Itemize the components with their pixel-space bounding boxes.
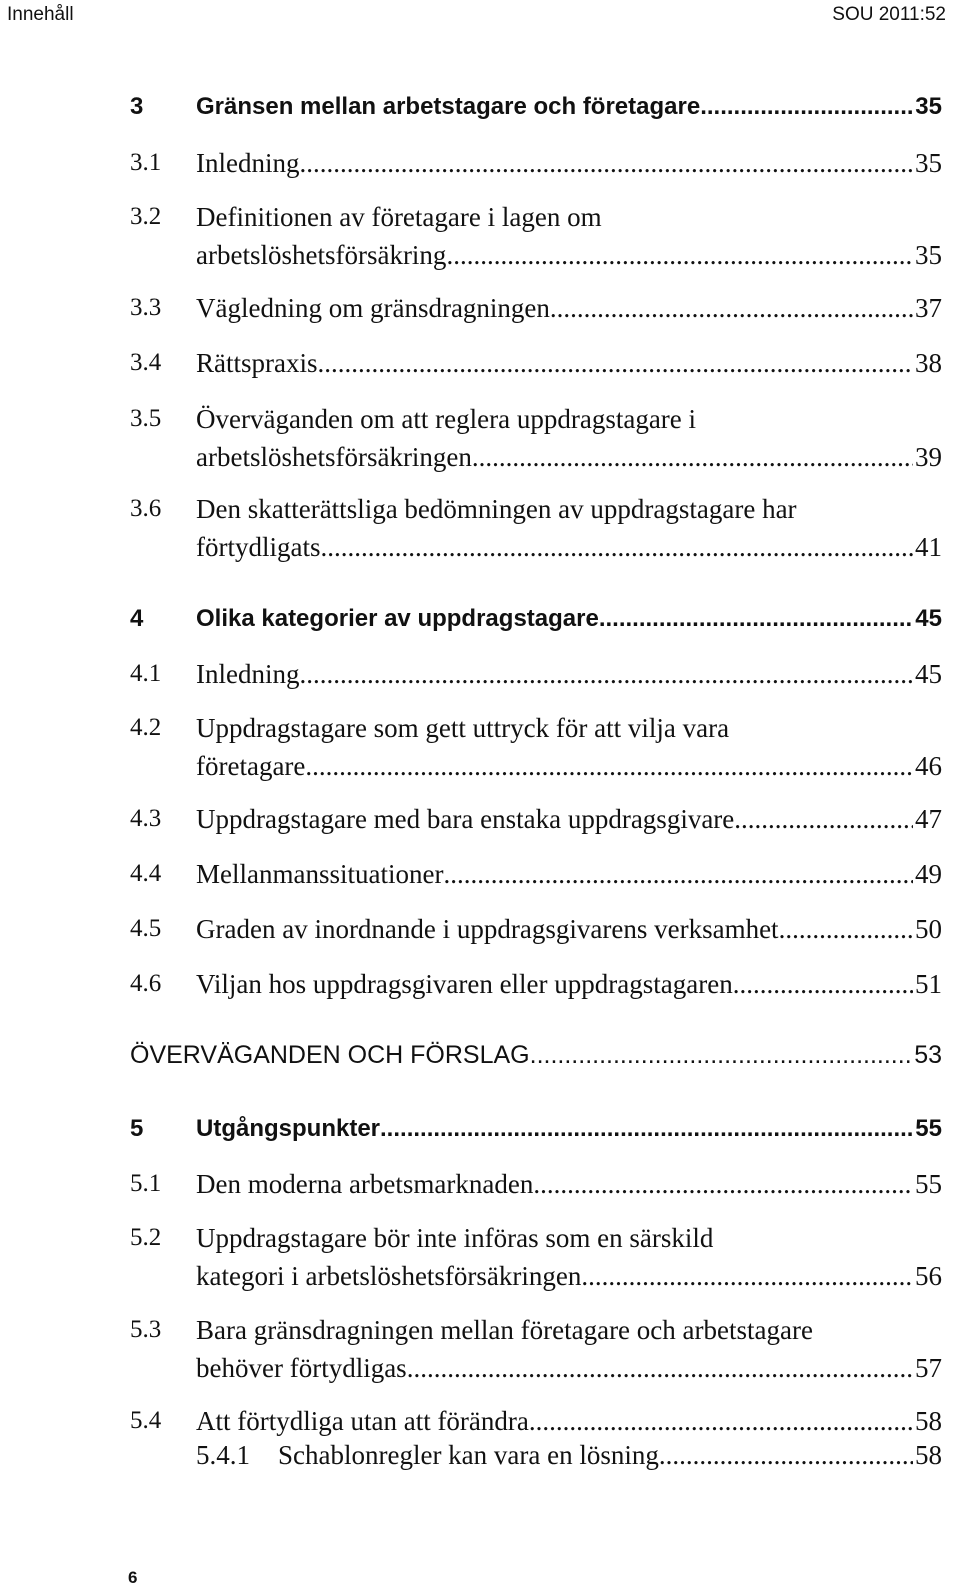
toc-page: 51 bbox=[915, 969, 942, 999]
toc-page: 46 bbox=[915, 751, 942, 781]
toc-number: 5.4 bbox=[130, 1407, 162, 1434]
toc-page: 55 bbox=[915, 1169, 942, 1199]
toc-title: Inledning bbox=[196, 659, 300, 689]
toc-title-line-1: Överväganden om att reglera uppdragstagare i bbox=[196, 404, 697, 434]
toc-section-5-2[interactable] bbox=[130, 1219, 942, 1295]
toc-title-line-2: företagare bbox=[196, 751, 306, 781]
toc-title-line-2: arbetslöshetsförsäkring bbox=[196, 240, 447, 270]
toc-section-4-5[interactable] bbox=[130, 910, 942, 948]
toc-page: 37 bbox=[915, 293, 942, 323]
toc-number: 4.2 bbox=[130, 714, 162, 741]
toc-section-4-6[interactable] bbox=[130, 965, 942, 1003]
toc-title-line-1: Den skatterättsliga bedömningen av uppdragstagare har bbox=[196, 494, 797, 524]
toc-number: 5.3 bbox=[130, 1316, 162, 1343]
page-number: 6 bbox=[128, 1568, 138, 1587]
toc-leader bbox=[305, 747, 913, 785]
toc-number: 3.1 bbox=[130, 149, 162, 176]
toc-number: 5.4.1 bbox=[196, 1440, 250, 1470]
toc-leader bbox=[779, 910, 913, 948]
toc-leader bbox=[700, 88, 913, 126]
toc-title: Olika kategorier av uppdragstagare bbox=[196, 605, 599, 632]
toc-number: 3.5 bbox=[130, 405, 162, 432]
toc-leader bbox=[472, 438, 913, 476]
toc-section-4-1[interactable] bbox=[130, 655, 942, 693]
toc-page: 58 bbox=[915, 1406, 942, 1436]
toc-page: 56 bbox=[915, 1261, 942, 1291]
toc-section-3-2[interactable] bbox=[130, 198, 942, 274]
toc-leader bbox=[299, 655, 913, 693]
toc-subsection-5-4-1[interactable] bbox=[130, 1436, 942, 1474]
toc-page: 35 bbox=[915, 148, 942, 178]
toc-section-5-3[interactable] bbox=[130, 1311, 942, 1387]
toc-leader bbox=[529, 1402, 913, 1440]
toc-title: Gränsen mellan arbetstagare och företagare bbox=[196, 93, 701, 120]
toc-number: 4 bbox=[130, 605, 144, 632]
toc-number: 3 bbox=[130, 93, 144, 120]
toc-page: 49 bbox=[915, 859, 942, 889]
toc-title-line-2: kategori i arbetslöshetsförsäkringen bbox=[196, 1261, 582, 1291]
toc-page: 47 bbox=[915, 804, 942, 834]
toc-page: 58 bbox=[915, 1440, 942, 1470]
toc-number: 4.3 bbox=[130, 805, 162, 832]
toc-page: 57 bbox=[915, 1353, 942, 1383]
toc-number: 3.2 bbox=[130, 203, 162, 230]
toc-number: 5.1 bbox=[130, 1170, 162, 1197]
toc-leader bbox=[446, 236, 913, 274]
toc-number: 3.6 bbox=[130, 495, 162, 522]
toc-title: ÖVERVÄGANDEN OCH FÖRSLAG bbox=[130, 1041, 530, 1069]
toc-leader bbox=[443, 855, 913, 893]
toc-section-4-4[interactable] bbox=[130, 855, 942, 893]
toc-chapter-3[interactable] bbox=[130, 88, 942, 126]
toc-leader bbox=[320, 528, 913, 566]
toc-page: 45 bbox=[915, 605, 942, 632]
toc-section-3-3[interactable] bbox=[130, 289, 942, 327]
toc-page: 35 bbox=[915, 93, 942, 120]
toc-section-3-5[interactable] bbox=[130, 400, 942, 476]
toc-page: 45 bbox=[915, 659, 942, 689]
toc-title-line-1: Uppdragstagare bör inte införas som en särskild bbox=[196, 1223, 714, 1253]
toc-section-3-1[interactable] bbox=[130, 144, 942, 182]
toc-number: 4.5 bbox=[130, 915, 162, 942]
toc-title: Att förtydliga utan att förändra bbox=[196, 1406, 529, 1436]
toc-title-line-2: förtydligats bbox=[196, 532, 321, 562]
toc-number: 4.6 bbox=[130, 970, 162, 997]
toc-title: Inledning bbox=[196, 148, 300, 178]
toc-title-line-1: Definitionen av företagare i lagen om bbox=[196, 202, 602, 232]
toc-number: 4.1 bbox=[130, 660, 162, 687]
toc-title: Utgångspunkter bbox=[196, 1115, 381, 1142]
toc-page: 55 bbox=[915, 1115, 942, 1142]
toc-title: Graden av inordnande i uppdragsgivarens verksamhet bbox=[196, 914, 779, 944]
toc-page: 53 bbox=[914, 1041, 942, 1069]
toc-leader bbox=[299, 144, 913, 182]
toc-title-line-1: Bara gränsdragningen mellan företagare och arbetstagare bbox=[196, 1315, 813, 1345]
toc-section-3-4[interactable] bbox=[130, 344, 942, 382]
toc-page: 38 bbox=[915, 348, 942, 378]
toc-chapter-5[interactable] bbox=[130, 1110, 942, 1148]
toc-chapter-4[interactable] bbox=[130, 600, 942, 638]
toc-leader bbox=[407, 1349, 913, 1387]
running-header-document-id: SOU 2011:52 bbox=[832, 4, 946, 25]
toc-title: Vägledning om gränsdragningen bbox=[196, 293, 550, 323]
toc-section-5-1[interactable] bbox=[130, 1165, 942, 1203]
toc-leader bbox=[581, 1257, 913, 1295]
toc-section-4-2[interactable] bbox=[130, 709, 942, 785]
toc-section-3-6[interactable] bbox=[130, 490, 942, 566]
toc-leader bbox=[733, 965, 913, 1003]
toc-number: 4.4 bbox=[130, 860, 162, 887]
toc-number: 5.2 bbox=[130, 1224, 162, 1251]
toc-section-4-3[interactable] bbox=[130, 800, 942, 838]
toc-title: Den moderna arbetsmarknaden bbox=[196, 1169, 534, 1199]
toc-number: 3.4 bbox=[130, 349, 162, 376]
toc-title: Mellanmanssituationer bbox=[196, 859, 444, 889]
toc-leader bbox=[530, 1036, 913, 1074]
toc-leader bbox=[734, 800, 913, 838]
toc-leader bbox=[380, 1110, 913, 1148]
toc-number: 5 bbox=[130, 1115, 144, 1142]
toc-leader bbox=[599, 600, 913, 638]
toc-part-heading[interactable] bbox=[130, 1036, 942, 1074]
toc-page: 50 bbox=[915, 914, 942, 944]
running-header-section: Innehåll bbox=[7, 4, 74, 25]
toc-title: Viljan hos uppdragsgivaren eller uppdragstagaren bbox=[196, 969, 733, 999]
toc-title: Rättspraxis bbox=[196, 348, 318, 378]
toc-leader bbox=[318, 344, 914, 382]
toc-title: Uppdragstagare med bara enstaka uppdragsgivare bbox=[196, 804, 735, 834]
toc-leader bbox=[550, 289, 913, 327]
toc-leader bbox=[533, 1165, 913, 1203]
toc-section-5-4[interactable] bbox=[130, 1402, 942, 1440]
toc-leader bbox=[659, 1436, 913, 1474]
toc-title-line-2: behöver förtydligas bbox=[196, 1353, 407, 1383]
toc-title-line-1: Uppdragstagare som gett uttryck för att vilja vara bbox=[196, 713, 730, 743]
toc-title: Schablonregler kan vara en lösning bbox=[278, 1440, 659, 1470]
toc-number: 3.3 bbox=[130, 294, 162, 321]
toc-page: 35 bbox=[915, 240, 942, 270]
toc-title-line-2: arbetslöshetsförsäkringen bbox=[196, 442, 472, 472]
toc-page: 41 bbox=[915, 532, 942, 562]
toc-page: 39 bbox=[915, 442, 942, 472]
